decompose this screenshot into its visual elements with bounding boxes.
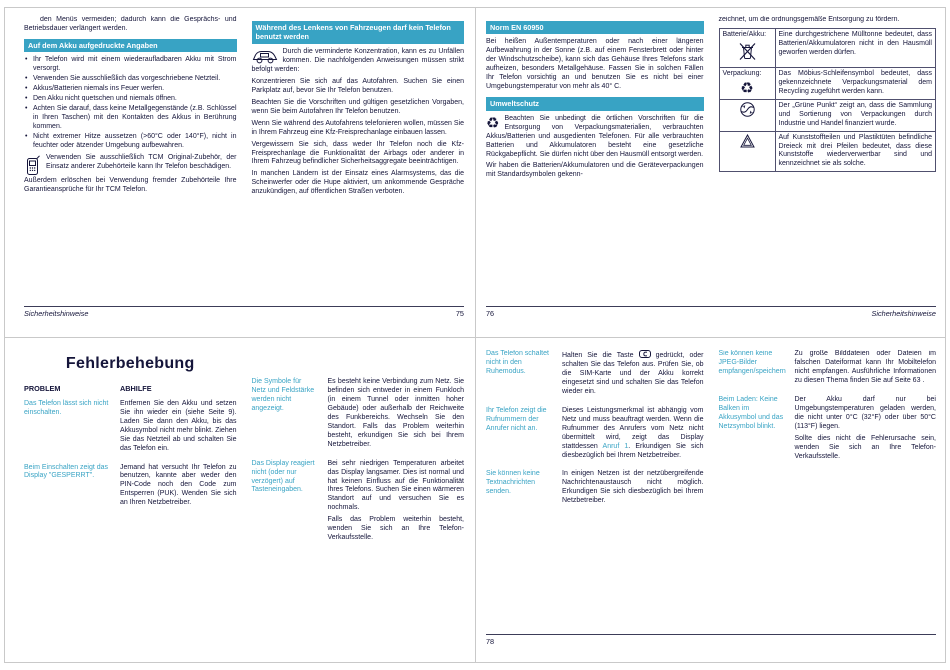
page-footer <box>486 306 936 318</box>
remedy-paragraph <box>562 407 704 461</box>
mobius-loop-icon: ♻ <box>740 79 754 97</box>
page78-column-1 <box>486 350 704 628</box>
remedy-text <box>795 350 937 389</box>
accessory-note <box>24 154 237 172</box>
accessory-note-text: Verwenden Sie ausschließlich TCM Original-Zubehör, der Einsatz anderer Zubehörteile kann Ihr Telefon beschädigen. <box>46 153 237 170</box>
trouble-row <box>24 400 237 457</box>
remedy-paragraph: Der Akku darf nur bei Umgebungstemperaturen geladen werden, die nicht unter 0°C (32°F) oder über 50°C (113°F) liegen. <box>794 395 936 430</box>
driving-paragraph: Vergewissern Sie sich, dass weder Ihr Telefon noch die Kfz-Freisprechanlage die Funktionalität der Airbags oder anderer in Ihrem Fahrzeug befindlicher Sicherheitsaggregate beeinträchtigen. <box>251 140 464 166</box>
driving-paragraph: Beachten Sie die Vorschriften und gültigen gesetzlichen Vorgaben, wenn Sie beim Autofahren Ihr Telefon benutzen. <box>251 98 464 115</box>
page77-column-1 <box>24 350 237 638</box>
symbol-description: Der „Grüne Punkt“ zeigt an, dass die Sammlung und Sortierung von Verpackungen durch Industrie und Handel finanziert wurde. <box>775 99 936 131</box>
remedy-segment: . Erkundigen Sie sich diesbezüglich bei Ihrem Netzbetreiber. <box>562 442 704 459</box>
remedy-segment: gedrückt, oder schalten Sie das Telefon aus. Prüfen Sie, ob die SIM-Karte und der Akku korrekt eingesetzt sind und schalten Sie das Telefon wieder ein. <box>562 352 704 395</box>
section-header-norm-en60950: Norm EN 60950 <box>486 21 704 34</box>
symbol-cell <box>719 99 775 131</box>
trouble-row <box>719 396 937 465</box>
remedy-paragraph: Es besteht keine Verbindung zum Netz. Sie befinden sich entweder in einem Funkloch (in einem Tunnel oder inmitten hoher Gebäude) oder außerhalb der Reichweite des Funkbereichs. Wechseln Sie den Standort. Falls das Problem weiterhin besteht, erkundigen Sie sich bei Ihrem Netzbetreiber. <box>327 378 464 448</box>
remedy-text <box>562 350 704 400</box>
driving-paragraph: In manchen Ländern ist der Einsatz eines Alarmsystems, das die Scheinwerfer oder die Hupe aktiviert, um ankommende Gespräche anzukündigen, auf öffentlichen Straßen verboten. <box>251 170 464 196</box>
recycling-icon: ♻ <box>486 114 500 132</box>
remedy-text <box>328 460 465 547</box>
battery-rules-list <box>24 56 237 151</box>
symbol-label: Verpackung: <box>722 69 762 77</box>
environment-paragraph-text: Beachten Sie unbedingt die örtlichen Vorschriften für die Entsorgung von Verpackungsmaterialien, verbrauchten Akkus/Batterien und ausgedienten Telefonen. Für alle verbrauchten Batterien und Akkumulatoren besteht eine gesetzliche Rückgabepflicht. Sie dürfen nicht über den Hausmüll entsorgt werden. <box>486 114 704 158</box>
problem-text: Das Telefon lässt sich nicht einschalten. <box>24 399 109 416</box>
symbol-cell <box>719 28 775 67</box>
section-header-driving: Während des Lenkens von Fahrzeugen darf kein Telefon benutzt werden <box>252 21 465 44</box>
problem-text: Sie können keine Textnachrichten senden. <box>486 470 540 496</box>
section-header-battery-markings: Auf dem Akku aufgedruckte Angaben <box>24 39 237 52</box>
symbols-lead-in-continuation: zeichnet, um die ordnungsgemäße Entsorgung zu fördern. <box>718 16 900 23</box>
page-75-safety <box>24 16 464 318</box>
display-text-reference: Anruf 1 <box>602 442 629 450</box>
problem-text: Ihr Telefon zeigt die Rufnummern der Anrufer nicht an. <box>486 406 547 432</box>
battery-rule: • Akkus/Batterien niemals ins Feuer werfen. <box>24 85 237 94</box>
page-footer <box>486 634 936 646</box>
remedy-text <box>562 470 704 509</box>
remedy-paragraph: In einigen Netzen ist der netzübergreifende Nachrichtenaustausch nicht möglich. Erkundigen Sie sich diesbezüglich bei Ihrem Netzbetreiber. <box>562 470 704 505</box>
page75-column-2 <box>252 16 465 300</box>
problem-text: Beim Einschalten zeigt das Display "GESPERRT". <box>24 463 109 480</box>
remedy-text <box>120 464 237 512</box>
page-77-troubleshooting <box>24 350 464 638</box>
remedy-paragraph: Entfernen Sie den Akku und setzen Sie ihn wieder ein (siehe Seite 9). Laden Sie dann den Akku, bis das Akkusymbol nicht mehr blinkt. Ziehen Sie das Netzteil ab und schalten Sie das Telefon ein. <box>120 399 237 452</box>
remedy-paragraph: Sollte dies nicht die Fehlerursache sein, wenden Sie sich an Ihre Telefon-Verkaufsstelle. <box>794 434 936 460</box>
symbol-description: Auf Kunststoffteilen und Plastiktüten befindliche Dreieck mit drei Pfeilen bedeutet, dass diese Kunststoffe wiederverwertbar sind und kennzeichnet sie als solche. <box>775 131 936 172</box>
hangup-key-icon <box>639 352 651 359</box>
environment-paragraph <box>486 115 704 160</box>
recycling-symbols-table <box>719 28 937 172</box>
symbol-cell <box>719 67 775 99</box>
battery-rule: • Achten Sie darauf, dass keine Metallgegenstände (z.B. Schlüssel in Ihren Taschen) mit den Kontakten des Akkus in Berührung kommen. <box>24 105 237 132</box>
trouble-row <box>252 378 465 453</box>
page-78-troubleshooting <box>486 350 936 646</box>
battery-rule: • Nicht extremer Hitze aussetzen (>60°C oder 140°F), nicht in feuchter oder ätzender Umgebung aufbewahren. <box>24 133 237 151</box>
page76-column-1 <box>486 16 704 300</box>
trouble-row <box>486 470 704 509</box>
trouble-row <box>24 464 237 512</box>
warranty-note-text: Außerdem erlöschen bei Verwendung fremder Zubehörteile Ihre Garantieansprüche für Ihr TCM Telefon. <box>24 176 237 193</box>
remedy-text <box>562 407 704 464</box>
phone-icon <box>24 155 41 176</box>
recycling-triangle-icon <box>723 134 772 152</box>
page75-column-1 <box>24 16 237 300</box>
remedy-segment: Halten Sie die Taste <box>562 352 639 359</box>
driving-warning <box>252 48 465 75</box>
section-header-environment: Umweltschutz <box>486 97 704 110</box>
page-76-safety <box>486 16 936 318</box>
page76-column-2 <box>719 16 937 300</box>
battery-rule: • Ihr Telefon wird mit einem wiederaufladbaren Akku mit Strom versorgt. <box>24 56 237 74</box>
symbol-row-green-dot <box>719 99 936 131</box>
remedy-text <box>328 378 465 453</box>
trouble-row <box>719 350 937 389</box>
problem-text: Das Display reagiert nicht (oder nur verzögert) auf Tasteneingaben. <box>251 459 315 494</box>
trouble-row <box>486 350 704 400</box>
footer-chapter-label: Sicherheitshinweise <box>871 308 936 318</box>
crop-line-left <box>4 7 5 663</box>
problem-text: Das Telefon schaltet nicht in den Ruhemodus. <box>486 350 549 375</box>
remedy-paragraph <box>562 350 704 397</box>
page-number: 78 <box>486 636 495 646</box>
driving-warning-text: Durch die verminderte Konzentration, kann es zu Unfällen kommen. Die nachfolgenden Anweisungen müssen strikt befolgt werden: <box>251 47 464 73</box>
troubleshooting-column-headers <box>24 384 237 393</box>
remedy-paragraph: Zu große Bilddateien oder Dateien im falschen Dateiformat kann Ihr Mobiltelefon nicht empfangen. Ausführliche Informationen zu diesen Thema finden Sie auf Seite 63 . <box>794 350 936 384</box>
trouble-row <box>252 460 465 547</box>
remedy-column-header: ABHILFE <box>120 384 152 394</box>
problem-column-header: PROBLEM <box>24 384 61 394</box>
page-number: 76 <box>486 308 495 318</box>
page78-column-2 <box>719 350 937 628</box>
symbol-row-packaging <box>719 67 936 99</box>
remedy-paragraph: Jemand hat versucht Ihr Telefon zu benutzen, kannte aber weder den PIN-Code noch den Code zum Entsperren (PUK). Wenden Sie sich an Ihren Netzbetreiber. <box>120 463 237 507</box>
problem-text: Die Symbole für Netz und Feldstärke werden nicht angezeigt. <box>251 378 315 412</box>
problem-text: Sie können keine JPEG-Bilder empfangen/speichern <box>718 350 786 375</box>
symbol-row-battery <box>719 28 936 67</box>
symbol-description: Das Möbius-Schleifensymbol bedeutet, dass gekennzeichnete Verpackungsmaterial dem Recycling zugeführt werden kann. <box>775 67 936 99</box>
remedy-paragraph: Bei sehr niedrigen Temperaturen arbeitet das Display langsamer. Dies ist normal und hat keinen Einfluss auf die Funktionalität Ihres Telefons. Suchen Sie einen wärmeren Standort auf und versuchen Sie es nochmals. <box>327 459 464 512</box>
driving-paragraph: Konzentrieren Sie sich auf das Autofahren. Suchen Sie einen Parkplatz auf, bevor Sie Ihr Telefon benutzen. <box>251 77 464 94</box>
symbol-label: Batterie/Akku: <box>722 30 767 38</box>
fold-line-vertical <box>475 7 476 663</box>
remedy-text <box>795 396 937 465</box>
norm-paragraph: Bei heißen Außentemperaturen oder nach einer längeren Aufbewahrung in der Sonne (z.B. auf einem Fensterbrett oder hinter der Windschutzscheibe), kann sich das Gehäuse Ihres Telefons stark aufheizen, besonders Metallgehäuse. Fassen Sie in solchen Fällen Ihr Telefon vorsichtig an und benutzen Sie es nicht bei einer Umgebungstemperatur von mehr als 40° C. <box>486 38 704 91</box>
crossed-out-bin-icon <box>723 42 772 65</box>
battery-rule: • Verwenden Sie ausschließlich das vorgeschriebene Netzteil. <box>24 75 237 84</box>
driving-paragraph: Wenn Sie während des Autofahrens telefonieren wollen, müssen Sie in Ihrem Fahrzeug eine Kfz-Freisprechanlage einbauen lassen. <box>251 119 464 136</box>
battery-rule: • Den Akku nicht quetschen und niemals öffnen. <box>24 95 237 104</box>
symbol-description: Eine durchgestrichene Mülltonne bedeutet, dass Batterien/Akkumulatoren nicht in den Hausmüll geworfen werden dürfen. <box>775 28 936 67</box>
crop-line-right <box>945 7 946 663</box>
battery-intro-text: den Menüs vermeiden; dadurch kann die Gesprächs- und Betriebsdauer verlängert werden. <box>24 16 237 32</box>
symbol-cell <box>719 131 775 172</box>
symbols-lead-in-text: Wir haben die Batterien/Akkumulatoren und die Geräteverpackungen mit Standardsymbolen gekenn- <box>486 162 704 179</box>
footer-chapter-label: Sicherheitshinweise <box>24 308 89 318</box>
symbol-row-plastics <box>719 131 936 172</box>
green-dot-icon <box>723 102 772 121</box>
page-footer <box>24 306 464 318</box>
remedy-text <box>120 400 237 457</box>
page77-column-2 <box>252 378 465 638</box>
remedy-segment: Dieses Leistungsmerkmal ist abhängig vom Netz und muss beauftragt werden. Wenn die Rufnummer des Anrufers vom Netz nicht übermittelt wird, zeigt das Display stattdessen <box>562 406 704 450</box>
trouble-row <box>486 407 704 464</box>
problem-text: Beim Laden: Keine Balken im Akkusymbol und das Netzsymbol blinkt. <box>718 395 784 430</box>
page-number: 75 <box>455 308 464 318</box>
page-title: Fehlerbehebung <box>65 355 195 372</box>
remedy-paragraph: Falls das Problem weiterhin besteht, wenden Sie sich an Ihre Telefon-Verkaufsstelle. <box>327 516 464 542</box>
car-icon <box>252 49 278 64</box>
